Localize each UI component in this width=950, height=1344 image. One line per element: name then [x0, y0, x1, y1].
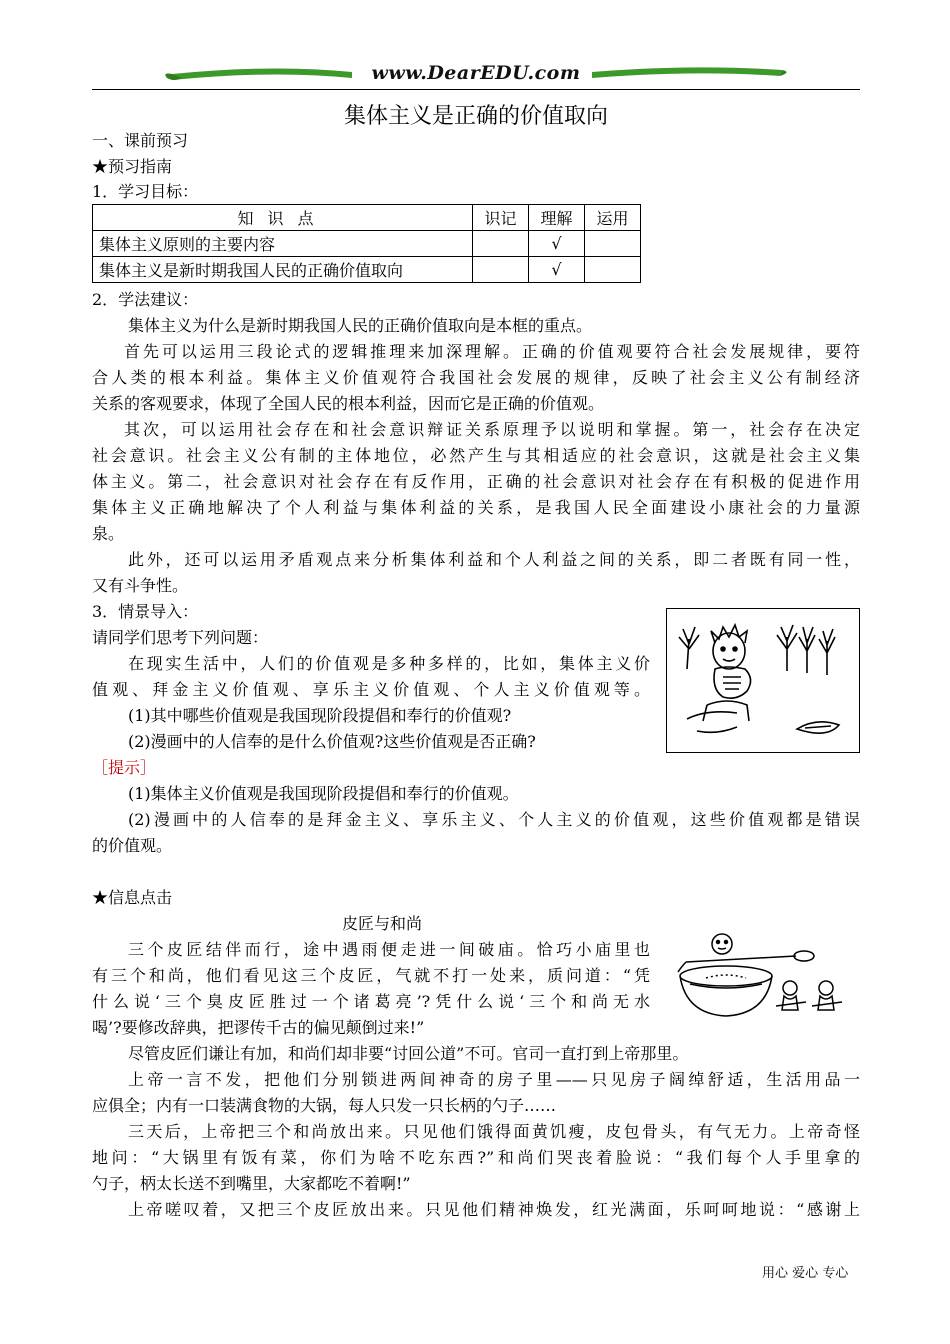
paragraph-line: 有三个和尚，他们看见这三个皮匠，气就不打一处来，质问道：“凭	[92, 966, 650, 985]
table-cell	[473, 257, 529, 283]
paragraph-line: 泉。	[92, 524, 125, 543]
paragraph-line: 其次，可以运用社会存在和社会意识辩证关系原理予以说明和掌握。第一，社会存在决定	[124, 420, 860, 439]
paragraph-line: 应俱全；内有一口装满食物的大锅，每人只发一只长柄的勺子……	[92, 1096, 557, 1115]
paragraph-line: (1)其中哪些价值观是我国现阶段提倡和奉行的价值观?	[128, 706, 512, 725]
paragraph-line: 在现实生活中，人们的价值观是多种多样的，比如，集体主义价	[128, 654, 650, 673]
cartoon-figure-icon	[667, 609, 859, 752]
section-heading: 一、课前预习	[92, 131, 189, 150]
paragraph-line: 请同学们思考下列问题：	[92, 628, 269, 647]
hint-label: ［提示］	[92, 758, 157, 777]
method-heading: 2．学法建议：	[92, 290, 199, 309]
info-heading: ★信息点击	[92, 888, 173, 907]
paragraph-line: 上帝嗟叹着，又把三个皮匠放出来。只见他们精神焕发，红光满面，乐呵呵地说：“感谢上	[128, 1200, 860, 1219]
table-row	[93, 257, 641, 283]
paragraph-line: 社会意识。社会主义公有制的主体地位，必然产生与其相适应的社会意识，这就是社会主义集	[92, 446, 860, 465]
paragraph-line: 关系的客观要求，体现了全国人民的根本利益，因而它是正确的价值观。	[92, 394, 605, 413]
paragraph-line: 三个皮匠结伴而行，途中遇雨便走进一间破庙。恰巧小庙里也	[128, 940, 650, 959]
paragraph-line: (1)集体主义价值观是我国现阶段提倡和奉行的价值观。	[128, 784, 519, 803]
table-cell	[585, 231, 641, 257]
paragraph-line: 尽管皮匠们谦让有加，和尚们却非要“讨回公道”不可。官司一直打到上帝那里。	[128, 1044, 689, 1063]
site-header	[92, 58, 860, 92]
table-cell	[473, 231, 529, 257]
table-row	[93, 231, 641, 257]
table-cell	[585, 257, 641, 283]
paragraph-line: 喝’?要修改辞典，把谬传千古的偏见颠倒过来!”	[92, 1018, 425, 1037]
paragraph-line: (2)漫画中的人信奉的是拜金主义、享乐主义、个人主义的价值观，这些价值观都是错误	[128, 810, 860, 829]
table-header-cell: 知识点	[93, 205, 473, 231]
table-header-cell: 识记	[473, 205, 529, 231]
scene-heading: 3．情景导入：	[92, 602, 199, 621]
paragraph-line: (2)漫画中的人信奉的是什么价值观?这些价值观是否正确?	[128, 732, 536, 751]
paragraph-line: 值观、拜金主义价值观、享乐主义价值观、个人主义价值观等。	[92, 680, 650, 699]
paragraph-line: 勺子，柄太长送不到嘴里，大家都吃不着啊!”	[92, 1174, 411, 1193]
cartoon-pot-icon	[666, 932, 858, 1020]
cartoon-monks-image	[666, 932, 858, 1020]
table-header-cell: 运用	[585, 205, 641, 231]
table-cell: √	[529, 257, 585, 283]
paragraph-line: 首先可以运用三段论式的逻辑推理来加深理解。正确的价值观要符合社会发展规律，要符	[124, 342, 860, 361]
paragraph-line: 集体主义正确地解决了个人利益与集体利益的关系，是我国人民全面建设小康社会的力量源	[92, 498, 860, 517]
paragraph-line: 的价值观。	[92, 836, 173, 855]
paragraph-line: 此外，还可以运用矛盾观点来分析集体利益和个人利益之间的关系，即二者既有同一性，	[128, 550, 860, 569]
paragraph-line: 三天后，上帝把三个和尚放出来。只见他们饿得面黄饥瘦，皮包骨头，有气无力。上帝奇怪	[128, 1122, 860, 1141]
goals-heading: 1．学习目标：	[92, 182, 199, 201]
table-cell: 集体主义原则的主要内容	[93, 231, 473, 257]
paragraph-line: 地问：“大锅里有饭有菜，你们为啥不吃东西?”和尚们哭丧着脸说：“我们每个人手里拿的	[92, 1148, 860, 1167]
paragraph-line: 体主义。第二，社会意识对社会存在有反作用，正确的社会意识对社会存在有积极的促进作用	[92, 472, 860, 491]
page-footer: 用心 爱心 专心	[762, 1266, 849, 1281]
table-header-row	[93, 205, 641, 231]
table-cell: √	[529, 231, 585, 257]
paragraph-line: 集体主义为什么是新时期我国人民的正确价值取向是本框的重点。	[128, 316, 593, 335]
paragraph-line: 合人类的根本利益。集体主义价值观符合我国社会发展的规律，反映了社会主义公有制经济	[92, 368, 860, 387]
paragraph-line: 什么说‘三个臭皮匠胜过一个诸葛亮’?凭什么说‘三个和尚无水	[92, 992, 650, 1011]
site-name: www.DearEDU.com	[371, 62, 581, 84]
table-header-cell: 理解	[529, 205, 585, 231]
table-cell: 集体主义是新时期我国人民的正确价值取向	[93, 257, 473, 283]
cartoon-values-image	[666, 608, 860, 753]
header-rule	[92, 89, 860, 90]
story-title: 皮匠与和尚	[342, 914, 423, 933]
paragraph-line: 又有斗争性。	[92, 576, 189, 595]
guide-heading: ★预习指南	[92, 157, 173, 176]
paragraph-line: 上帝一言不发，把他们分别锁进两间神奇的房子里——只见房子阔绰舒适，生活用品一	[128, 1070, 860, 1089]
goals-table	[92, 204, 641, 283]
page-title: 集体主义是正确的价值取向	[343, 104, 608, 129]
